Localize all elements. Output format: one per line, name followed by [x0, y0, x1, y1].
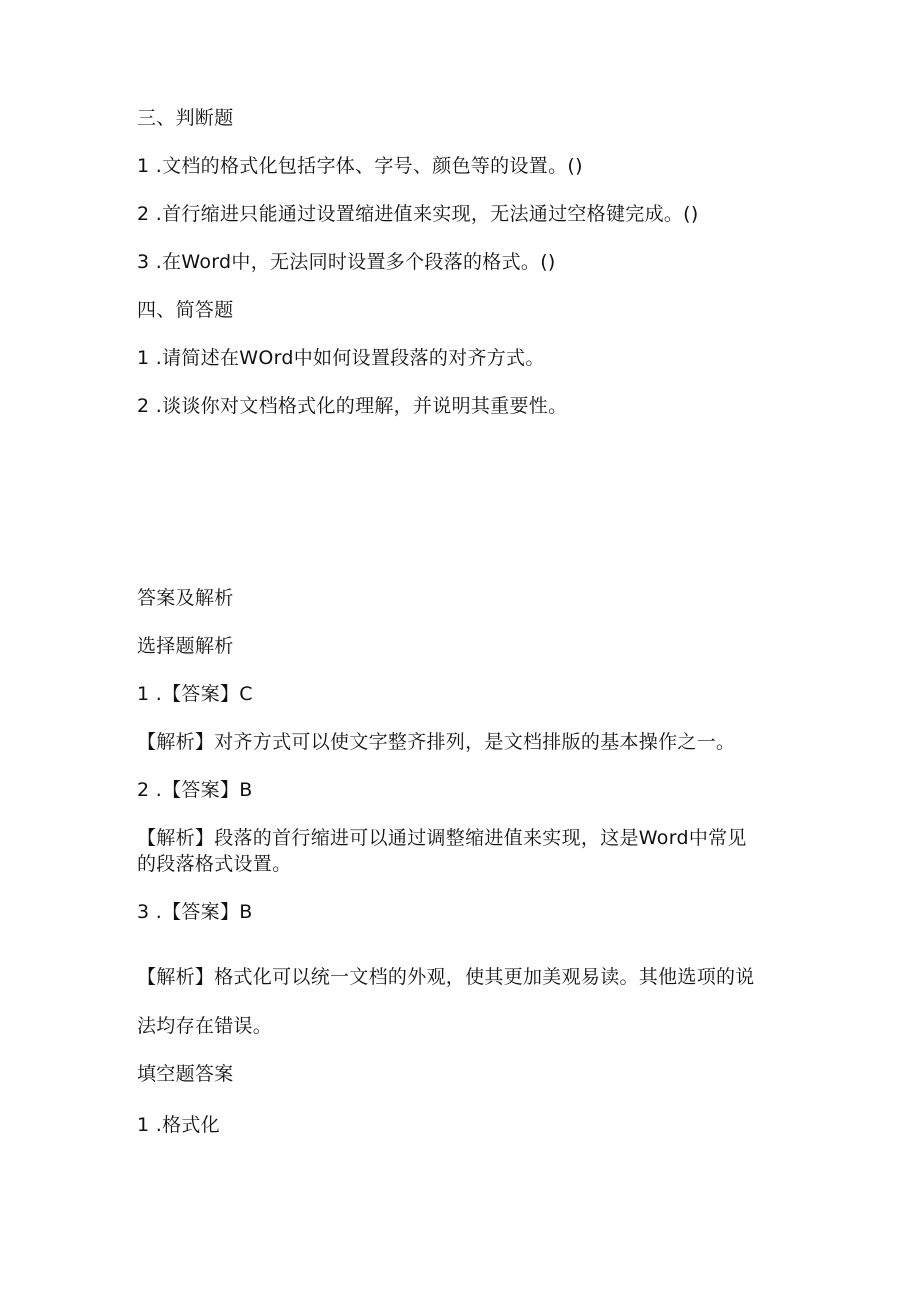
- explanation-2-line-1: 【解析】段落的首行缩进可以通过调整缩进值来实现，这是Word中常见: [137, 827, 747, 849]
- judgment-item-3: 3 .在Word中，无法同时设置多个段落的格式。(): [137, 251, 556, 273]
- choice-analysis-heading: 选择题解析: [137, 635, 234, 657]
- explanation-1: 【解析】对齐方式可以使文字整齐排列，是文档排版的基本操作之一。: [137, 731, 736, 753]
- fill-in-answer-1: 1 .格式化: [137, 1114, 220, 1136]
- explanation-3-line-2: 法均存在错误。: [137, 1015, 273, 1037]
- answer-3: 3 .【答案】B: [137, 901, 253, 923]
- explanation-3-line-1: 【解析】格式化可以统一文档的外观，使其更加美观易读。其他选项的说: [137, 966, 755, 988]
- short-answer-item-1: 1 .请简述在WOrd中如何设置段落的对齐方式。: [137, 347, 545, 369]
- section-heading-judgment: 三、判断题: [137, 107, 234, 129]
- answer-2: 2 .【答案】B: [137, 779, 253, 801]
- judgment-item-1: 1 .文档的格式化包括字体、字号、颜色等的设置。(): [137, 155, 583, 177]
- judgment-item-2: 2 .首行缩进只能通过设置缩进值来实现，无法通过空格键完成。(): [137, 203, 699, 225]
- answer-1: 1 .【答案】C: [137, 683, 253, 705]
- fill-in-answers-heading: 填空题答案: [137, 1063, 234, 1085]
- short-answer-item-2: 2 .谈谈你对文档格式化的理解，并说明其重要性。: [137, 395, 568, 417]
- explanation-2-line-2: 的段落格式设置。: [137, 853, 292, 875]
- answers-heading: 答案及解析: [137, 587, 234, 609]
- section-heading-short-answer: 四、简答题: [137, 299, 234, 321]
